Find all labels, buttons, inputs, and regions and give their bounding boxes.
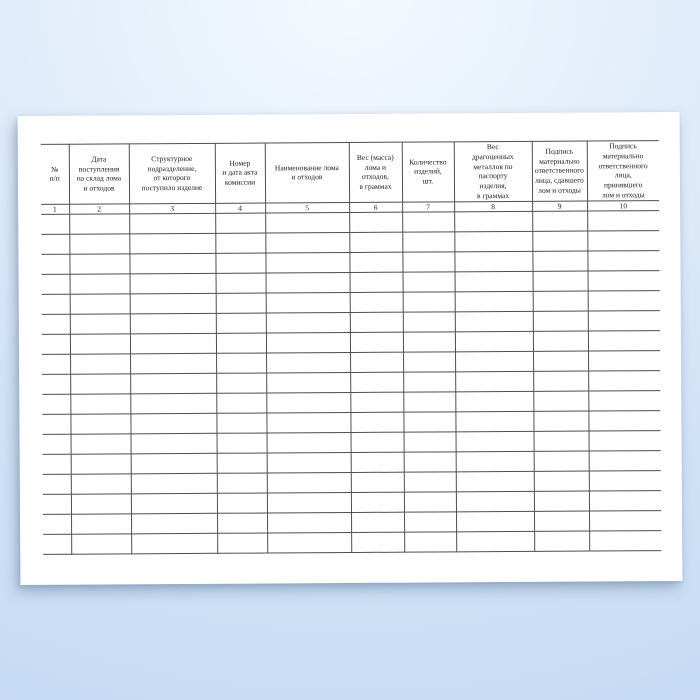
table-cell xyxy=(71,454,131,474)
table-cell xyxy=(404,532,456,552)
table-cell xyxy=(43,454,71,474)
table-cell xyxy=(215,213,265,233)
table-cell xyxy=(215,253,265,273)
table-cell xyxy=(403,332,455,352)
table-cell xyxy=(42,274,70,294)
column-header-items-quantity: Количество изделий, шт. xyxy=(402,142,454,202)
table-cell xyxy=(70,294,130,314)
table-cell xyxy=(42,334,70,354)
column-header-signature-receiver: Подпись материально ответственного лица, принявшего лом и отходы xyxy=(587,141,659,201)
table-cell xyxy=(43,434,71,454)
table-cell xyxy=(587,210,659,230)
table-cell xyxy=(349,212,402,232)
table-row xyxy=(43,530,661,554)
table-cell xyxy=(130,373,216,394)
table-cell xyxy=(267,472,351,493)
table-cell xyxy=(455,411,533,431)
table-cell xyxy=(265,212,349,233)
table-cell xyxy=(589,510,661,530)
table-cell xyxy=(265,232,349,253)
table-cell xyxy=(216,353,266,373)
table-cell xyxy=(455,331,533,351)
table-cell xyxy=(131,473,217,494)
column-number: 2 xyxy=(69,204,129,214)
table-cell xyxy=(403,412,455,432)
table-cell xyxy=(533,391,588,411)
table-cell xyxy=(130,393,216,414)
table-cell xyxy=(266,412,350,433)
table-cell xyxy=(216,313,266,333)
table-cell xyxy=(587,230,659,250)
column-header-metal-weight: Вес драгоценных металлов по паспорту изделия, в граммах xyxy=(454,141,532,201)
table-cell xyxy=(350,332,403,352)
table-cell xyxy=(69,234,129,254)
document-sheet xyxy=(18,112,683,585)
table-cell xyxy=(42,374,70,394)
column-number: 6 xyxy=(349,202,402,212)
table-cell xyxy=(266,372,350,393)
column-header-act-number-date: Номер и дата акта комиссии xyxy=(215,143,265,203)
table-cell xyxy=(403,352,455,372)
table-cell xyxy=(588,270,660,290)
table-cell xyxy=(588,330,660,350)
table-cell xyxy=(42,394,70,414)
table-cell xyxy=(131,513,217,534)
table-cell xyxy=(588,310,660,330)
table-cell xyxy=(588,410,660,430)
table-cell xyxy=(534,531,589,551)
table-cell xyxy=(454,251,532,271)
table-cell xyxy=(130,333,216,354)
table-cell xyxy=(267,492,351,513)
table-cell xyxy=(350,372,403,392)
table-cell xyxy=(455,351,533,371)
table-cell xyxy=(532,231,587,251)
table-cell xyxy=(403,372,455,392)
column-header-scrap-name: Наименование лома и отходов xyxy=(265,143,349,203)
column-number: 9 xyxy=(532,201,587,211)
table-cell xyxy=(71,534,131,554)
table-cell xyxy=(129,213,215,234)
table-cell xyxy=(350,392,403,412)
table-cell xyxy=(456,531,534,551)
table-cell xyxy=(534,471,589,491)
table-cell xyxy=(589,470,661,490)
table-header-row xyxy=(41,141,659,205)
table-cell xyxy=(217,533,267,553)
table-cell xyxy=(587,250,659,270)
table-cell xyxy=(131,493,217,514)
table-cell xyxy=(129,253,215,274)
table-cell xyxy=(534,451,589,471)
table-cell xyxy=(351,452,404,472)
table-cell xyxy=(349,232,402,252)
table-cell xyxy=(71,514,131,534)
table-cell xyxy=(402,252,454,272)
table-cell xyxy=(456,511,534,531)
column-header-scrap-weight: Вес (масса) лома и отходов, в граммах xyxy=(349,142,402,202)
table-cell xyxy=(43,494,71,514)
table-cell xyxy=(217,473,267,493)
table-cell xyxy=(403,292,455,312)
table-cell xyxy=(589,530,661,550)
column-number: 4 xyxy=(215,203,265,213)
table-cell xyxy=(41,234,69,254)
table-cell xyxy=(351,512,404,532)
table-cell xyxy=(216,273,266,293)
table-cell xyxy=(43,534,71,554)
table-cell xyxy=(456,471,534,491)
table-cell xyxy=(130,353,216,374)
table-cell xyxy=(404,492,456,512)
table-cell xyxy=(216,373,266,393)
table-cell xyxy=(588,370,660,390)
table-cell xyxy=(456,431,534,451)
table-cell xyxy=(588,350,660,370)
table-cell xyxy=(351,432,404,452)
table-cell xyxy=(69,214,129,234)
table-cell xyxy=(216,413,266,433)
column-number: 8 xyxy=(454,201,532,211)
table-cell xyxy=(131,533,217,554)
table-cell xyxy=(266,352,350,373)
table-cell xyxy=(71,494,131,514)
table-cell xyxy=(403,312,455,332)
table-cell xyxy=(129,233,215,254)
column-header-receipt-date: Дата поступления на склад лома и отходов xyxy=(69,144,129,204)
table-cell xyxy=(533,271,588,291)
table-cell xyxy=(589,430,661,450)
table-cell xyxy=(455,291,533,311)
table-cell xyxy=(42,294,70,314)
table-cell xyxy=(266,332,350,353)
table-cell xyxy=(216,333,266,353)
column-header-signature-giver: Подпись материально ответственного лица, сдавшего лом и отходы xyxy=(532,141,587,201)
table-cell xyxy=(70,394,130,414)
table-cell xyxy=(534,431,589,451)
table-cell xyxy=(404,452,456,472)
table-cell xyxy=(70,374,130,394)
table-cell xyxy=(350,272,403,292)
table-cell xyxy=(266,392,350,413)
table-cell xyxy=(402,212,454,232)
table-cell xyxy=(456,491,534,511)
table-cell xyxy=(130,413,216,434)
table-cell xyxy=(533,311,588,331)
table-cell xyxy=(70,414,130,434)
scrap-register-table xyxy=(41,140,661,555)
table-cell xyxy=(533,331,588,351)
table-cell xyxy=(42,354,70,374)
column-number: 5 xyxy=(265,202,349,213)
table-cell xyxy=(350,312,403,332)
table-cell xyxy=(70,314,130,334)
table-cell xyxy=(71,474,131,494)
table-cell xyxy=(216,293,266,313)
table-cell xyxy=(533,291,588,311)
table-cell xyxy=(532,251,587,271)
table-cell xyxy=(266,312,350,333)
table-cell xyxy=(454,211,532,231)
table-cell xyxy=(532,211,587,231)
table-cell xyxy=(131,433,217,454)
table-cell xyxy=(351,472,404,492)
table-cell xyxy=(403,272,455,292)
table-cell xyxy=(403,392,455,412)
table-cell xyxy=(534,491,589,511)
table-cell xyxy=(217,453,267,473)
table-cell xyxy=(267,532,351,553)
table-cell xyxy=(456,451,534,471)
table-cell xyxy=(130,313,216,334)
column-header-structural-unit: Структурное подразделение, от которого поступило изделие xyxy=(129,143,215,203)
table-cell xyxy=(266,292,350,313)
table-cell xyxy=(350,292,403,312)
table-cell xyxy=(404,432,456,452)
table-cell xyxy=(267,512,351,533)
table-cell xyxy=(267,452,351,473)
column-number: 3 xyxy=(129,203,215,214)
table-cell xyxy=(70,354,130,374)
table-cell xyxy=(454,231,532,251)
table-cell xyxy=(130,273,216,294)
table-cell xyxy=(588,390,660,410)
table-cell xyxy=(43,514,71,534)
table-cell xyxy=(533,411,588,431)
column-header-npp: № п/п xyxy=(41,144,69,204)
table-cell xyxy=(455,271,533,291)
column-number: 10 xyxy=(587,200,659,210)
table-cell xyxy=(533,371,588,391)
table-cell xyxy=(534,511,589,531)
table-cell xyxy=(267,432,351,453)
table-cell xyxy=(455,391,533,411)
table-cell xyxy=(455,371,533,391)
table-cell xyxy=(131,453,217,474)
table-cell xyxy=(266,272,350,293)
table-cell xyxy=(217,513,267,533)
table-cell xyxy=(455,311,533,331)
table-cell xyxy=(404,472,456,492)
table-cell xyxy=(350,352,403,372)
table-cell xyxy=(402,232,454,252)
table-cell xyxy=(350,412,403,432)
column-number: 1 xyxy=(41,204,69,214)
table-cell xyxy=(41,214,69,234)
table-cell xyxy=(589,490,661,510)
table-cell xyxy=(43,474,71,494)
table-cell xyxy=(404,512,456,532)
table-cell xyxy=(217,433,267,453)
table-cell xyxy=(42,414,70,434)
table-cell xyxy=(216,393,266,413)
table-cell xyxy=(588,290,660,310)
table-cell xyxy=(589,450,661,470)
table-cell xyxy=(42,314,70,334)
table-cell xyxy=(349,252,402,272)
table-cell xyxy=(41,254,69,274)
table-cell xyxy=(130,293,216,314)
column-number: 7 xyxy=(402,202,454,212)
table-cell xyxy=(265,252,349,273)
table-cell xyxy=(351,532,404,552)
table-cell xyxy=(71,434,131,454)
table-cell xyxy=(533,351,588,371)
table-cell xyxy=(215,233,265,253)
table-cell xyxy=(70,274,130,294)
table-cell xyxy=(217,493,267,513)
table-cell xyxy=(70,334,130,354)
table-cell xyxy=(351,492,404,512)
table-cell xyxy=(69,254,129,274)
